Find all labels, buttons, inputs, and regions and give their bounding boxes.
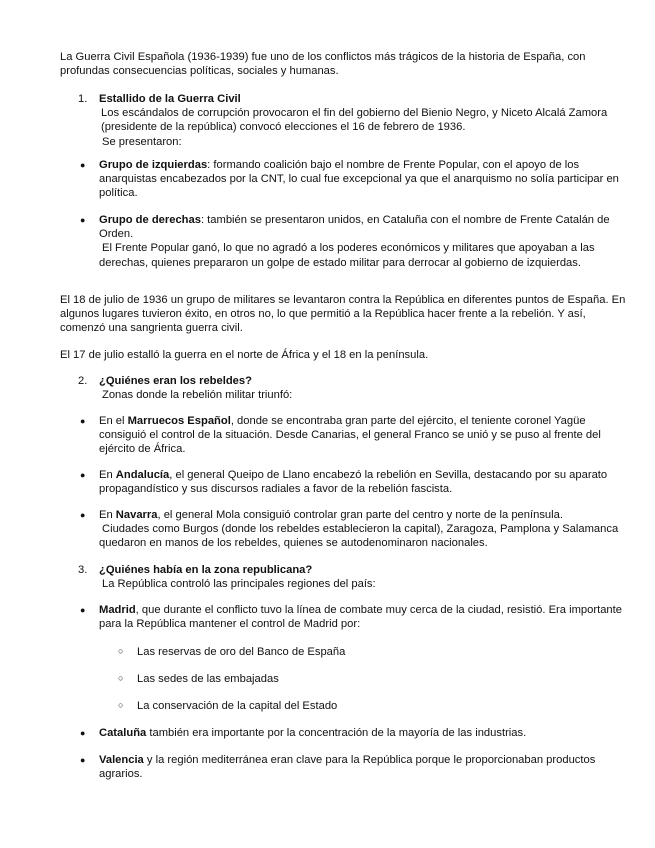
- bullet-bold: Grupo de izquierdas: [99, 159, 208, 171]
- bullet-icon: ●: [80, 510, 86, 520]
- circle-bullet-icon: ○: [118, 700, 124, 710]
- section-1: [99, 92, 629, 149]
- paragraph-17-julio: El 17 de julio estalló la guerra en el norte de África y el 18 en la península.: [60, 349, 429, 361]
- bullet-bold: Valencia: [99, 754, 144, 766]
- bullet-icon: ●: [80, 160, 86, 170]
- bullet-text: , el general Queipo de Llano encabezó la rebelión en Sevilla, destacando por su aparato propagandístico y sus discursos radiales a favor de la rebelión fascista.: [99, 469, 608, 496]
- section-1-number: 1.: [78, 93, 88, 105]
- section-1-body2: Se presentaron:: [102, 135, 182, 148]
- bullet-text-2: El Frente Popular ganó, lo que no agradó a los poderes económicos y militares que apoyaban a las derechas, quienes prepararon un golpe de estado militar para derrocar al gobierno de izquierdas.: [99, 242, 595, 269]
- section-2-body: Zonas donde la rebelión militar triunfó:: [102, 389, 293, 402]
- bullet-icon: ●: [80, 755, 86, 765]
- bullet-text: , el general Mola consiguió controlar gran parte del centro y norte de la península.: [157, 509, 563, 521]
- section-2: [99, 374, 629, 402]
- bullet-text: : también se presentaron unidos, en Cataluña con el nombre de Frente Catalán de Orden.: [99, 214, 610, 241]
- section-3-body: La República controló las principales regiones del país:: [102, 578, 376, 591]
- section-1-title: Estallido de la Guerra Civil: [99, 93, 241, 105]
- bullet-icon: ●: [80, 728, 86, 738]
- section-3: [99, 563, 629, 591]
- bullet-text: también era importante por la concentración de la mayoría de las industrias.: [146, 727, 527, 739]
- bullet-text-2: Ciudades como Burgos (donde los rebeldes establecieron la capital), Zaragoza, Pamplona y Salamanca quedaron en manos de los rebeldes, quienes se autodenominaron nacionales.: [99, 523, 619, 550]
- paragraph-18-julio: El 18 de julio de 1936 un grupo de militares se levantaron contra la República en diferentes puntos de España. En algunos lugares tuvieron éxito, en otros no, lo que permitió a la República hacer frente a la rebelión. Y así, comenzó una sangrienta guerra civil.: [60, 294, 626, 335]
- bullet-text: : formando coalición bajo el nombre de Frente Popular, con el apoyo de los anarquistas encabezados por la CNT, lo cual fue excepcional ya que el anarquismo no solía participar en política.: [99, 159, 619, 200]
- bullet-bold: Marruecos Español: [127, 415, 231, 427]
- bullet-icon: ●: [80, 416, 86, 426]
- intro-paragraph: La Guerra Civil Española (1936-1939) fue uno de los conflictos más trágicos de la historia de España, con profundas consecuencias políticas, sociales y humanas.: [60, 51, 586, 78]
- section-3-number: 3.: [78, 564, 88, 576]
- bullet-text: , donde se encontraba gran parte del ejército, el teniente coronel Yagüe consiguió el control de la situación. Desde Canarias, el general Franco se unió y se puso al frente del ejército de África.: [99, 415, 601, 456]
- circle-bullet-icon: ○: [118, 646, 124, 656]
- section-2-title: ¿Quiénes eran los rebeldes?: [99, 375, 252, 387]
- circle-bullet-icon: ○: [118, 673, 124, 683]
- document-page: La Guerra Civil Española (1936-1939) fue uno de los conflictos más trágicos de la historia de España, con profundas consecuencias políticas, sociales y humanas. 1. Estallido de la Guerra Civil Los escándalos de corrupción provocaron el fin del gobierno del Bienio Negro, y Niceto Alcalá Zamora (presidente de la república) convocó elecciones el 16 de febrero de 1936. Se presentaron: ● Grupo de izquierdas: formando coalición bajo el nombre de Frente Popular, con el apoyo de los anarquistas encabezados por la CNT, lo cual fue excepcional ya que el anarquismo no solía participar en política. ● Grupo de derechas: también se presentaron unidos, en Cataluña con el nombre de Frente Catalán de Orden. El Frente Popular ganó, lo que no agradó a los poderes económicos y militares que apoyaban a las derechas, quienes prepararon un golpe de estado militar para derrocar al gobierno de izquierdas. El 18 de julio de 1936 un grupo de militares se levantaron contra la República en diferentes puntos de España. En algunos lugares tuvieron éxito, en otros no, lo que permitió a la República hacer frente a la rebelión. Y así, comenzó una sangrienta guerra civil. El 17 de julio estalló la guerra en el norte de África y el 18 en la península. 2. ¿Quiénes eran los rebeldes? Zonas donde la rebelión militar triunfó: ● En el Marruecos Español, donde se encontraba gran parte del ejército, el teniente coronel Yagüe consiguió el control de la situación. Desde Canarias, el general Franco se unió y se puso al frente del ejército de África. ● En Andalucía, el general Queipo de Llano encabezó la rebelión en Sevilla, destacando por su aparato propagandístico y sus discursos radiales a favor de la rebelión fascista. ● En Navarra, el general Mola consiguió controlar gran parte del centro y norte de la península. Ciudades como Burgos (donde los rebeldes establecieron la capital), Zaragoza, Pamplona y Salamanca quedaron en manos de los rebeldes, quienes se autodenominaron nacionales. 3. ¿Quiénes había en la zona republicana? La República controló las principales regiones del país: ● Madrid, que durante el conflicto tuvo la línea de combate muy cerca de la ciudad, resistió. Era importante para la República mantener el control de Madrid por: ○ Las reservas de oro del Banco de España ○ Las sedes de las embajadas ○ La conservación de la capital del Estado ● Cataluña también era importante por la concentración de la mayoría de las industrias. ● Valencia y la región mediterránea eran clave para la República porque le proporcionaban productos agrarios.: [0, 0, 655, 848]
- bullet-text: y la región mediterránea eran clave para la República porque le proporcionaban productos agrarios.: [99, 754, 596, 781]
- bullet-icon: ●: [80, 470, 86, 480]
- section-3-title: ¿Quiénes había en la zona republicana?: [99, 564, 313, 576]
- bullet-bold: Navarra: [115, 509, 158, 521]
- bullet-bold: Cataluña: [99, 727, 147, 739]
- bullet-bold: Grupo de derechas: [99, 214, 201, 226]
- bullet-icon: ●: [80, 215, 86, 225]
- bullet-text: , que durante el conflicto tuvo la línea de combate muy cerca de la ciudad, resistió. Era importante para la República mantener el control de Madrid por:: [99, 604, 622, 631]
- bullet-icon: ●: [80, 605, 86, 615]
- bullet-bold: Andalucía: [115, 469, 170, 481]
- section-1-body: Los escándalos de corrupción provocaron el fin del gobierno del Bienio Negro, y Niceto Alcalá Zamora (presidente de la república) convocó elecciones el 16 de febrero de 1936.: [101, 107, 608, 134]
- bullet-bold: Madrid: [99, 604, 136, 616]
- section-2-number: 2.: [78, 375, 88, 387]
